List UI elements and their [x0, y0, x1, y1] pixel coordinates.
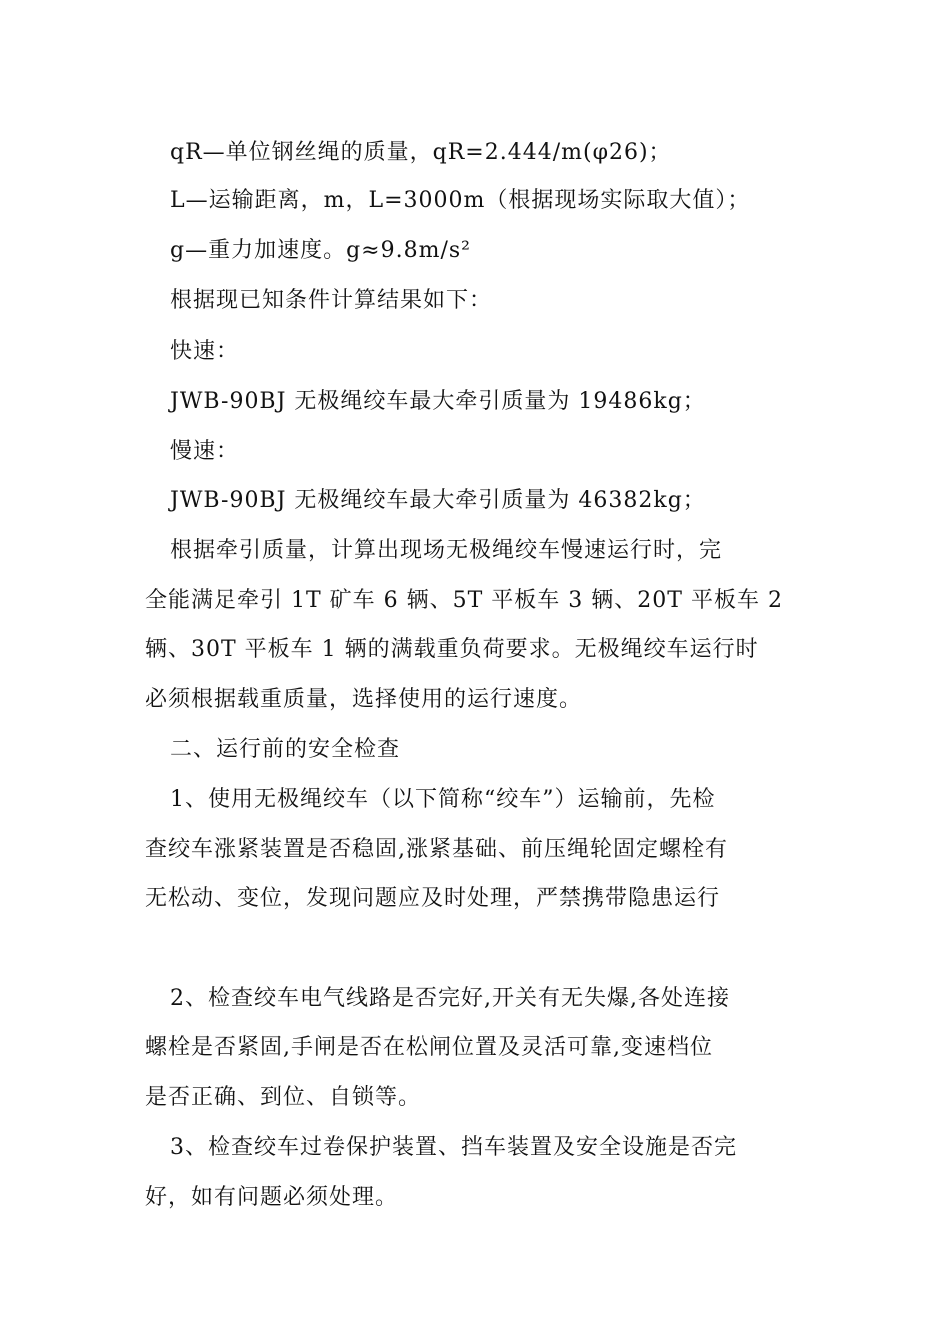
- text-line: 1、使用无极绳绞车（以下简称“绞车”）运输前，先检: [170, 787, 716, 812]
- text-line: 好，如有问题必须处理。: [145, 1185, 399, 1210]
- text-line: 2、检查绞车电气线路是否完好,开关有无失爆,各处连接: [170, 986, 730, 1011]
- text-line: 无松动、变位，发现问题应及时处理，严禁携带隐患运行: [145, 886, 721, 911]
- text-line: 辆、30T 平板车 1 辆的满载重负荷要求。无极绳绞车运行时: [145, 637, 759, 662]
- text-line: 快速：: [170, 339, 240, 364]
- text-line: qR—单位钢丝绳的质量，qR=2.444/m(φ26)；: [170, 140, 672, 165]
- text-line: JWB-90BJ 无极绳绞车最大牵引质量为 19486kg；: [170, 389, 706, 414]
- text-line: 根据现已知条件计算结果如下：: [170, 288, 493, 313]
- text-line: g—重力加速度。g≈9.8m/s²: [170, 238, 471, 263]
- text-line: 慢速：: [170, 439, 240, 464]
- text-line: 螺栓是否紧固,手闸是否在松闸位置及灵活可靠,变速档位: [145, 1035, 713, 1060]
- text-line: 3、检查绞车过卷保护装置、挡车装置及安全设施是否完: [170, 1135, 737, 1160]
- section-heading: 二、运行前的安全检查: [170, 737, 401, 762]
- text-line: 根据牵引质量，计算出现场无极绳绞车慢速运行时，完: [170, 538, 723, 563]
- text-line: JWB-90BJ 无极绳绞车最大牵引质量为 46382kg；: [170, 488, 706, 513]
- text-line: 必须根据载重质量，选择使用的运行速度。: [145, 687, 583, 712]
- text-line: 查绞车涨紧装置是否稳固,涨紧基础、前压绳轮固定螺栓有: [145, 837, 728, 862]
- text-line: L—运输距离，m，L=3000m（根据现场实际取大值）；: [170, 188, 751, 213]
- text-line: 是否正确、到位、自锁等。: [145, 1085, 422, 1110]
- text-line: 全能满足牵引 1T 矿车 6 辆、5T 平板车 3 辆、20T 平板车 2: [145, 588, 783, 613]
